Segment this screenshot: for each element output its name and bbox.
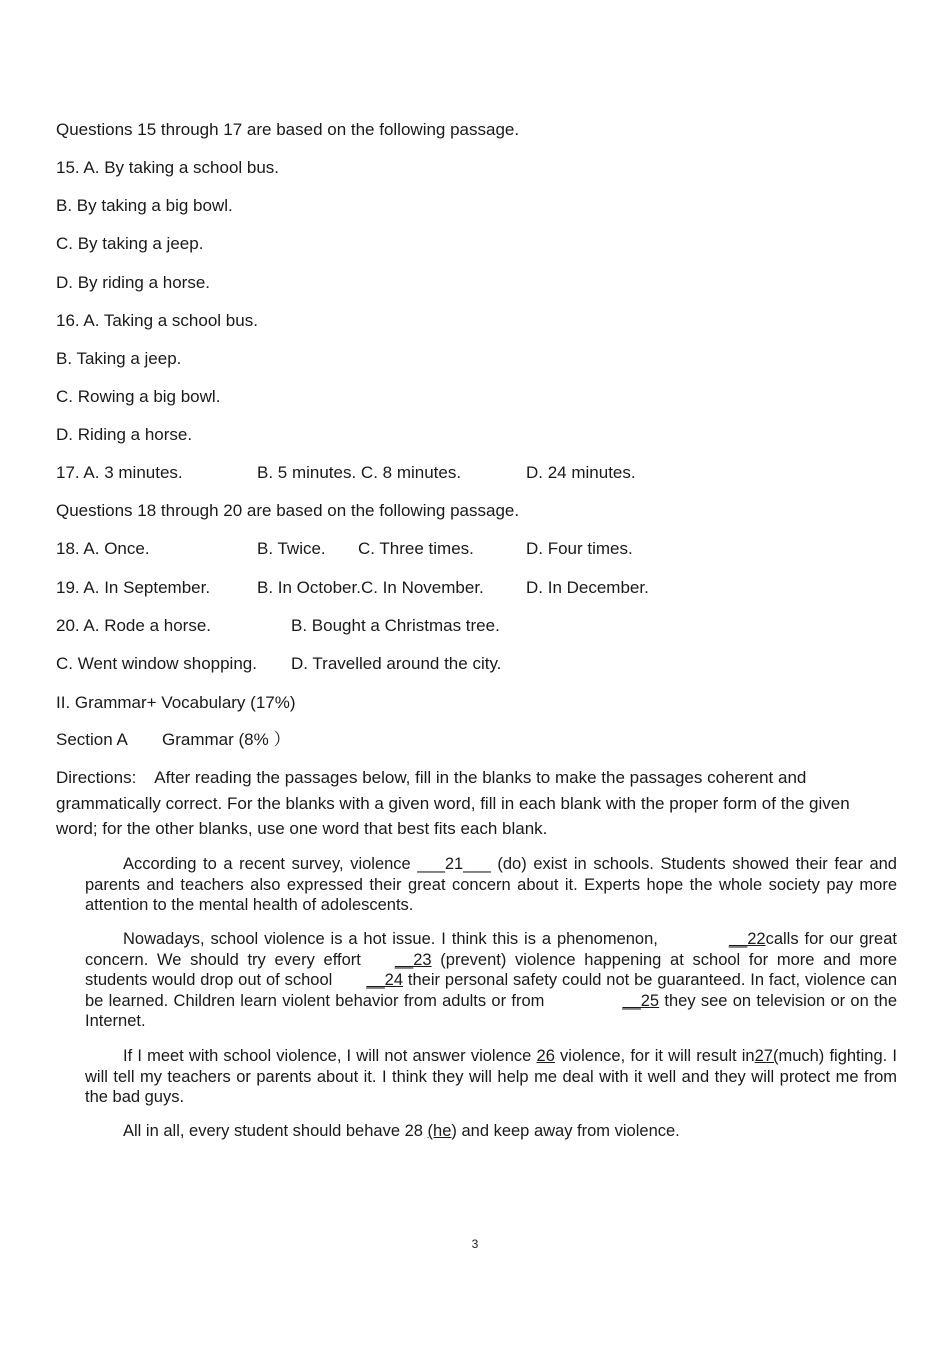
q18-option-c: C. Three times. bbox=[358, 539, 474, 558]
q16-option-a: 16. A. Taking a school bus. bbox=[56, 311, 258, 330]
blank-28: (he bbox=[427, 1122, 452, 1140]
blank-26: 26 bbox=[536, 1047, 555, 1065]
blank-25: __25 bbox=[622, 991, 660, 1010]
passage-text: All in all, every student should behave 28 bbox=[123, 1122, 428, 1140]
directions-text: After reading the passages below, fill in the blanks to make the passages coherent and grammatically correct. For the blanks with a given word, fill in each blank with the proper form of the given word; for the other blanks, use one word that best fits each blank. bbox=[56, 768, 850, 838]
blank-27: 27( bbox=[754, 1047, 779, 1065]
directions bbox=[56, 765, 856, 842]
passage-text: (do) exist in schools. Students showed their fear and parents and teachers also expressed their great concern about it. Experts hope the whole society pay more attention to the mental health of adolescents. bbox=[85, 855, 897, 915]
blank-23: __23 bbox=[394, 950, 432, 969]
q20-option-d: D. Travelled around the city. bbox=[291, 654, 502, 673]
part2-title: II. Grammar+ Vocabulary (17%) bbox=[56, 693, 296, 712]
blank-24: __24 bbox=[366, 971, 404, 990]
q15-option-a: 15. A. By taking a school bus. bbox=[56, 158, 280, 177]
passage-text: they see on television or on the Internet. bbox=[85, 991, 897, 1031]
q18-20-heading: Questions 18 through 20 are based on the following passage. bbox=[56, 501, 520, 520]
q15-option-d: D. By riding a horse. bbox=[56, 273, 211, 292]
q20-option-a: 20. A. Rode a horse. bbox=[56, 616, 211, 635]
passage-text: their personal safety could not be guaranteed. In fact, violence can be learned. Children learn violent behavior from adults or from bbox=[85, 971, 898, 1010]
q18-option-d: D. Four times. bbox=[526, 539, 633, 558]
q19-option-d: D. In December. bbox=[526, 578, 649, 597]
passage-text: If I meet with school violence, I will not answer violence bbox=[123, 1047, 537, 1065]
passage-text: violence, for it will result in bbox=[554, 1047, 755, 1065]
passage-text: (prevent) violence happening at school for more and more students would drop out of school bbox=[85, 950, 898, 990]
passage-paragraph-4 bbox=[85, 1121, 897, 1142]
directions-label: Directions: bbox=[56, 768, 137, 787]
passage-paragraph-3 bbox=[85, 1046, 897, 1108]
q15-option-c: C. By taking a jeep. bbox=[56, 234, 204, 253]
q19-option-bc: B. In October.C. In November. bbox=[257, 578, 484, 597]
q18-option-b: B. Twice. bbox=[257, 539, 326, 558]
page-number: 3 bbox=[471, 1237, 479, 1251]
q20-option-c: C. Went window shopping. bbox=[56, 654, 257, 673]
q16-option-d: D. Riding a horse. bbox=[56, 425, 193, 444]
q19-option-a: 19. A. In September. bbox=[56, 578, 211, 597]
passage-text: much) fighting. I will tell my teachers or parents about it. I think they will help me deal with it well and they will protect me from the bad guys. bbox=[85, 1047, 897, 1107]
passage-paragraph-1 bbox=[85, 854, 897, 916]
q17-option-d: D. 24 minutes. bbox=[526, 463, 636, 482]
passage-text: According to a recent survey, violence bbox=[123, 855, 418, 873]
blank-22: __22 bbox=[728, 930, 766, 948]
blank-21: ___21___ bbox=[417, 855, 491, 873]
q20-option-b: B. Bought a Christmas tree. bbox=[291, 616, 500, 635]
passage-paragraph-2 bbox=[85, 929, 897, 1032]
q16-option-b: B. Taking a jeep. bbox=[56, 349, 182, 368]
q17-option-bc: B. 5 minutes. C. 8 minutes. bbox=[257, 463, 462, 482]
q15-option-b: B. By taking a big bowl. bbox=[56, 196, 233, 215]
passage-text: Nowadays, school violence is a hot issue. I think this is a phenomenon, bbox=[123, 930, 658, 948]
q18-option-a: 18. A. Once. bbox=[56, 539, 150, 558]
section-a-name: Grammar (8% ） bbox=[162, 730, 291, 749]
q16-option-c: C. Rowing a big bowl. bbox=[56, 387, 221, 406]
passage-text: ) and keep away from violence. bbox=[451, 1122, 680, 1140]
section-a-label: Section A bbox=[56, 730, 128, 749]
passage-text: calls for our great concern. We should try every effort bbox=[85, 930, 897, 969]
q17-option-a: 17. A. 3 minutes. bbox=[56, 463, 183, 482]
q15-17-heading: Questions 15 through 17 are based on the following passage. bbox=[56, 120, 520, 139]
